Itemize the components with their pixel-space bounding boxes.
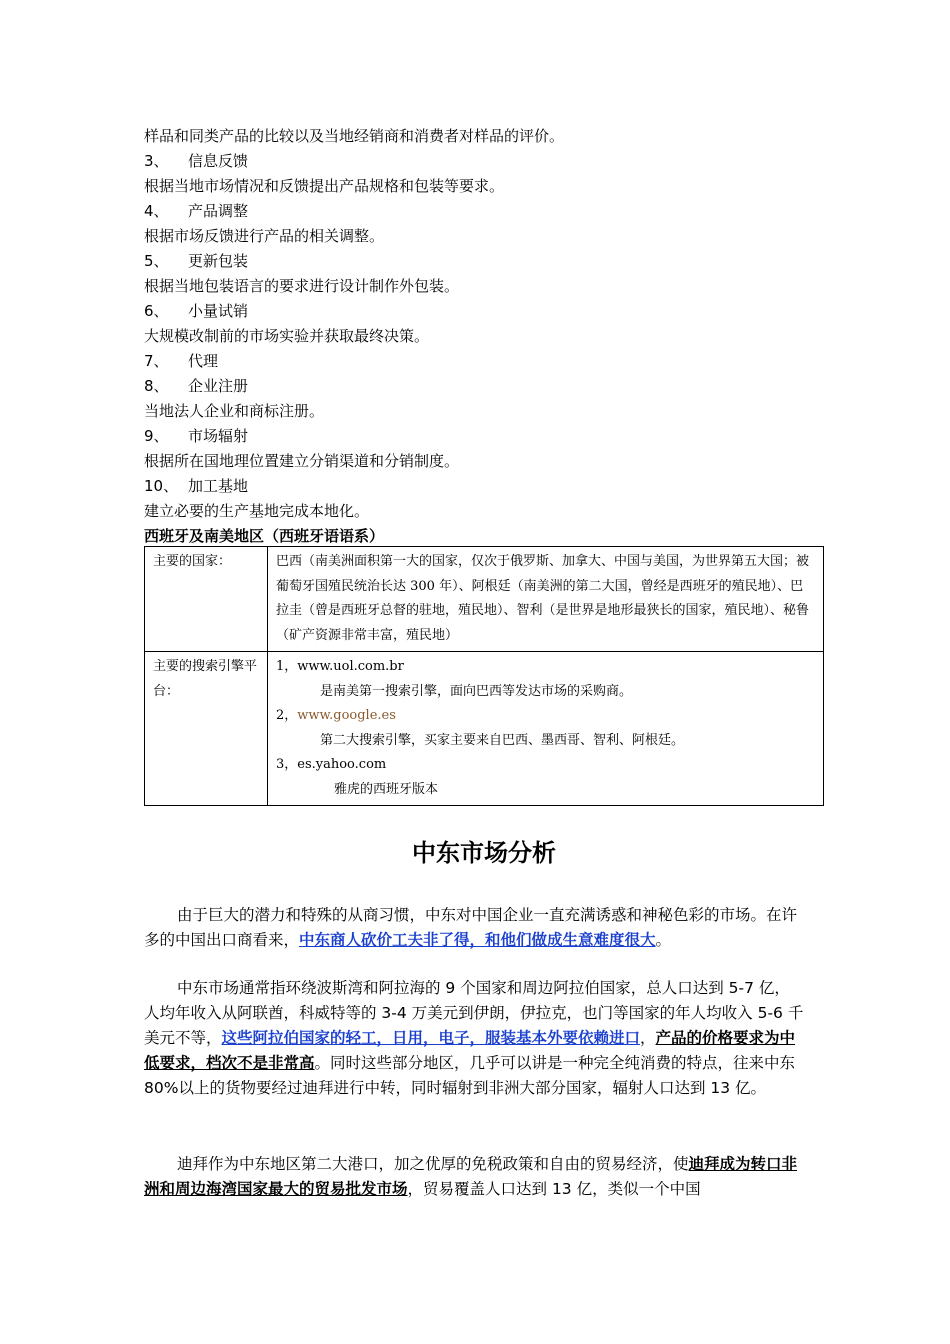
section-heading: 西班牙及南美地区（西班牙语语系） <box>144 527 385 545</box>
engine-1-name: 1，www.uol.com.br <box>276 659 404 674</box>
step-text: 根据市场反馈进行产品的相关调整。 <box>144 227 385 245</box>
step-text: 根据当地包装语言的要求进行设计制作外包装。 <box>144 277 460 295</box>
step-text: 当地法人企业和商标注册。 <box>144 402 325 420</box>
step-heading <box>144 201 248 221</box>
step-text: 根据当地市场情况和反馈提出产品规格和包装等要求。 <box>144 177 505 195</box>
p1-text-b: 。 <box>655 931 672 949</box>
step-number: 6、 <box>144 302 169 320</box>
p2-link[interactable]: 这些阿拉伯国家的轻工，日用，电子，服装基本外要依赖进口 <box>221 1029 641 1047</box>
engine-2-desc: 第二大搜索引擎，买家主要来自巴西、墨西哥、智利、阿根廷。 <box>320 732 685 748</box>
step-description <box>144 501 369 521</box>
step-description <box>144 176 504 196</box>
table-row <box>145 547 824 652</box>
step-number: 7、 <box>144 352 169 370</box>
step-description <box>144 276 459 296</box>
paragraph-3 <box>144 1152 804 1202</box>
step-heading <box>144 251 248 271</box>
step-text: 建立必要的生产基地完成本地化。 <box>144 502 370 520</box>
step-number: 3、 <box>144 152 169 170</box>
countries-label: 主要的国家： <box>145 547 268 652</box>
engine-3-desc: 雅虎的西班牙版本 <box>334 781 439 797</box>
step-heading <box>144 376 248 396</box>
step-number: 5、 <box>144 252 169 270</box>
engine-3-name: 3，es.yahoo.com <box>276 757 387 772</box>
p1-text-a: 由于巨大的潜力和特殊的从商习惯，中东对中国企业一直充满诱惑和神秘色彩的市场。在许多的中国出口商看来， <box>144 906 798 949</box>
step-heading <box>144 351 218 371</box>
step-text: 市场辐射 <box>188 427 249 445</box>
paragraph-1 <box>144 903 804 953</box>
engine-2-link[interactable]: www.google.es <box>297 708 396 723</box>
step-description <box>144 451 459 471</box>
step-heading <box>144 476 248 496</box>
p2-text-c: 。同时这些部分地区，几乎可以讲是一种完全纯消费的特点，往来中东 80%以上的货物要经过迪拜进行中转，同时辐射到非洲大部分国家，辐射人口达到 13 亿。 <box>144 1054 796 1097</box>
step-number: 9、 <box>144 427 169 445</box>
step-text: 小量试销 <box>188 302 249 320</box>
step-text: 根据所在国地理位置建立分销渠道和分销制度。 <box>144 452 460 470</box>
step-text: 更新包装 <box>188 252 249 270</box>
p2-text-a: 中东市场通常指环绕波斯湾和阿拉海的 9 个国家和周边阿拉伯国家，总人口达到 5-7 亿，人均年收入从阿联酋，科威特等的 3-4 万美元到伊朗，伊拉克，也门等国家的年人均收入 5-6 千美元不等， <box>144 979 804 1047</box>
step-text: 加工基地 <box>188 477 249 495</box>
p2-bold: 产品的价格要求为中低要求，档次不是非常高 <box>144 1029 796 1072</box>
engines-label: 主要的搜索引擎平台： <box>145 652 268 806</box>
step-text: 产品调整 <box>188 202 249 220</box>
step-number: 10、 <box>144 477 179 495</box>
engines-cell <box>268 652 824 806</box>
table-row <box>145 652 824 806</box>
market-info-table <box>144 546 824 806</box>
step-heading <box>144 151 248 171</box>
step-text: 大规模改制前的市场实验并获取最终决策。 <box>144 327 430 345</box>
article-title: 中东市场分析 <box>412 839 556 867</box>
p1-link[interactable]: 中东商人砍价工夫非了得，和他们做成生意难度很大 <box>299 931 656 949</box>
step-text: 代理 <box>188 352 219 370</box>
step-description <box>144 226 384 246</box>
step-description <box>144 126 564 146</box>
p3-bold: 迪拜成为转口非洲和周边海湾国家最大的贸易批发市场 <box>144 1155 798 1198</box>
step-number: 8、 <box>144 377 169 395</box>
paragraph-2 <box>144 976 804 1101</box>
countries-text: 巴西（南美洲面积第一大的国家，仅次于俄罗斯、加拿大、中国与美国，为世界第五大国；被葡萄牙国殖民统治长达 300 年）、阿根廷（南美洲的第二大国，曾经是西班牙的殖民地）、巴拉圭（曾是西班牙总督的驻地，殖民地）、智利（是世界是地形最狭长的国家，殖民地）、秘鲁（矿产资源非常丰富，殖民地） <box>268 547 824 652</box>
engine-2-entry <box>276 704 815 729</box>
step-text: 样品和同类产品的比较以及当地经销商和消费者对样品的评价。 <box>144 127 565 145</box>
engine-2-num: 2， <box>276 708 298 723</box>
step-heading <box>144 426 248 446</box>
step-heading <box>144 301 248 321</box>
step-description <box>144 401 324 421</box>
step-text: 信息反馈 <box>188 152 249 170</box>
p3-text-a: 迪拜作为中东地区第二大港口，加之优厚的免税政策和自由的贸易经济，使 <box>177 1155 689 1173</box>
p3-text-b: ，贸易覆盖人口达到 13 亿，类似一个中国 <box>407 1180 701 1198</box>
step-number: 4、 <box>144 202 169 220</box>
step-description <box>144 326 429 346</box>
step-text: 企业注册 <box>188 377 249 395</box>
engine-1-desc: 是南美第一搜索引擎，面向巴西等发达市场的采购商。 <box>320 683 633 699</box>
p2-text-b: ， <box>640 1029 656 1047</box>
